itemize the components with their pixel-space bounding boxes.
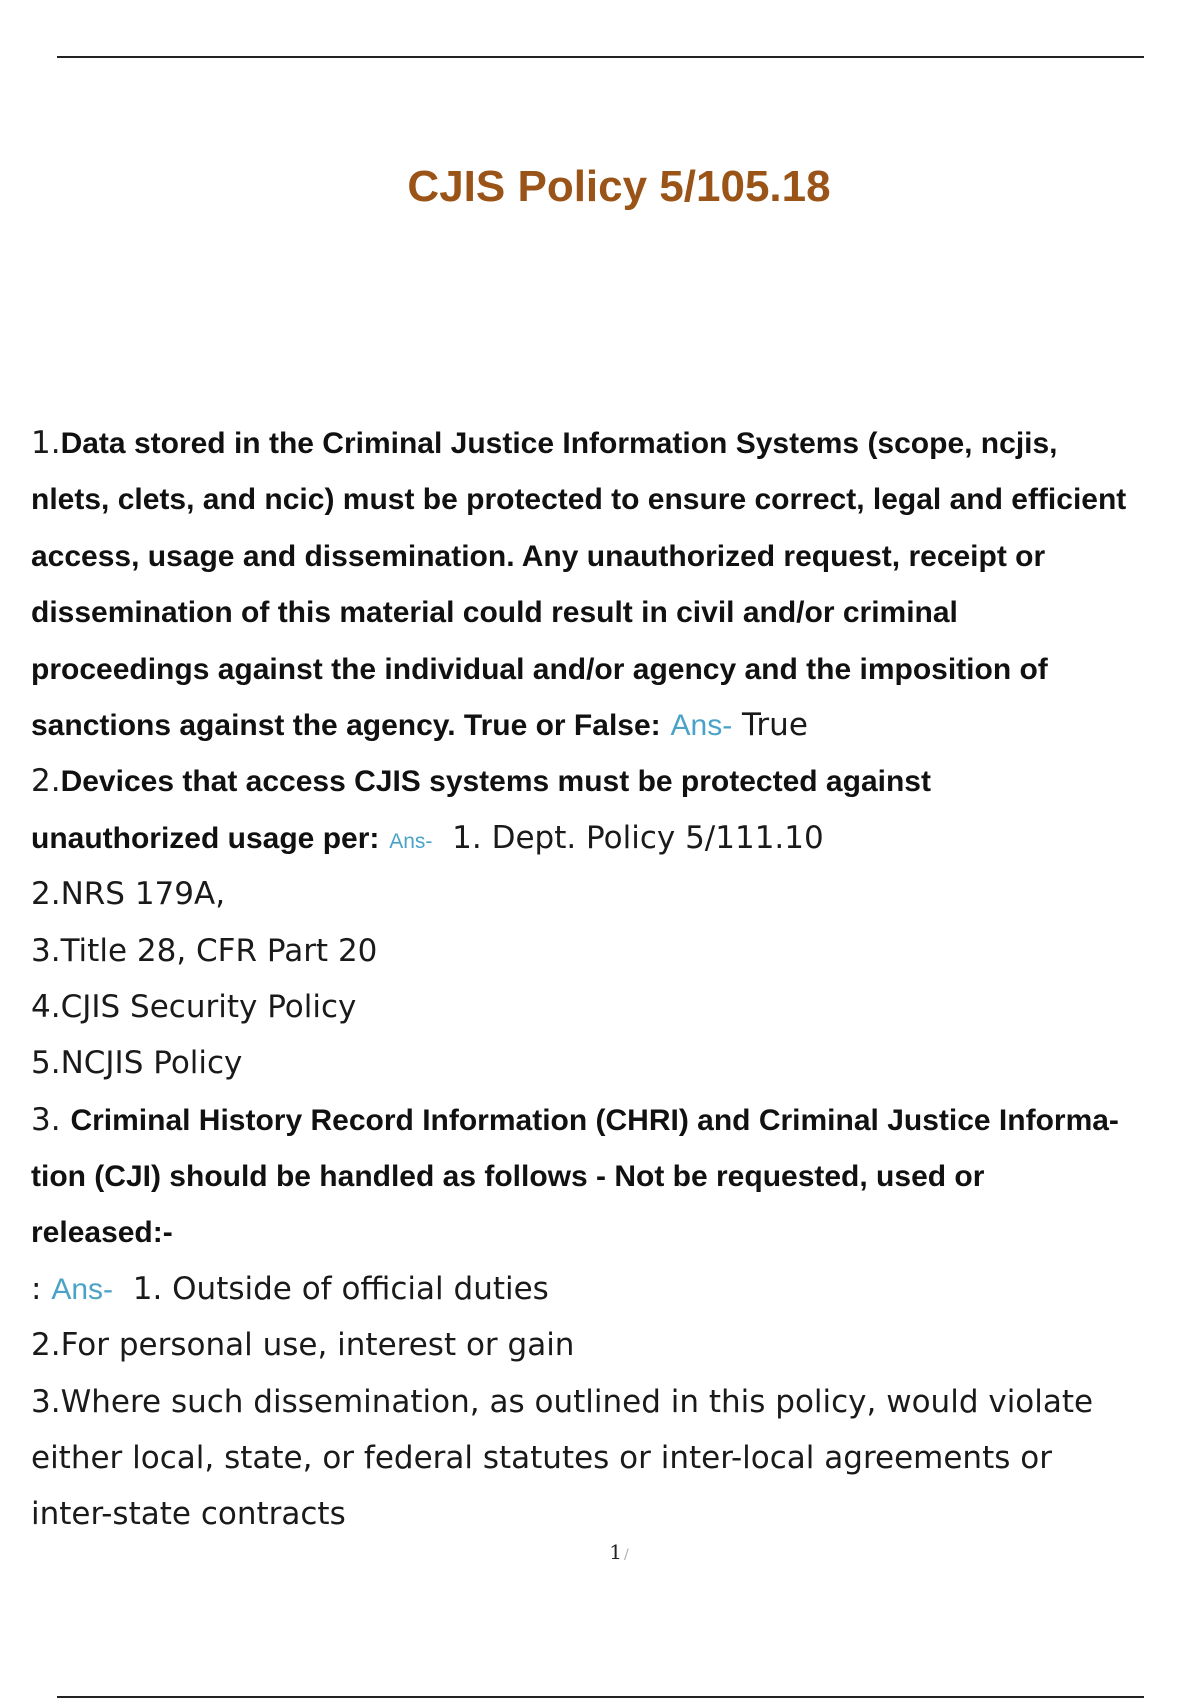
answer-label: Ans- [670, 708, 733, 742]
question-3-text: released:- [31, 1216, 173, 1250]
question-2-answer: 2.NRS 179A, [31, 876, 226, 913]
question-3-answer: either local, state, or federal statutes or inter-local agreements or [31, 1440, 1052, 1477]
question-2-answer: 4.CJIS Security Policy [31, 988, 357, 1025]
question-3-line-2 [31, 1148, 1200, 1204]
question-3-answer-line-1 [31, 1261, 1200, 1317]
question-1-line-2 [31, 471, 1200, 527]
question-2-answer-line [31, 866, 1200, 922]
question-3-answer-line [31, 1486, 1200, 1542]
question-3-answer-line [31, 1430, 1200, 1486]
question-1-line-5 [31, 641, 1200, 697]
question-2-answer-line [31, 1035, 1200, 1091]
question-1-text: sanctions against the agency. True or False: [31, 708, 661, 742]
question-3-answer: inter-state contracts [31, 1496, 346, 1533]
question-1-text: access, usage and dissemination. Any unauthorized request, receipt or [31, 539, 1046, 573]
question-3-answer: 2.For personal use, interest or gain [31, 1327, 575, 1364]
question-3-answer-line [31, 1374, 1200, 1430]
question-3-line-1 [31, 1092, 1200, 1148]
question-2-text: Devices that access CJIS systems must be protected against [60, 765, 931, 799]
question-1-answer: True [742, 706, 808, 743]
question-2-answer-line [31, 923, 1200, 979]
question-2-answer: 3.Title 28, CFR Part 20 [31, 932, 378, 969]
top-rule [57, 56, 1144, 58]
page-number-value: 1 [609, 1540, 622, 1564]
document-title: CJIS Policy 5/105.18 [407, 162, 831, 211]
answer-label: Ans- [51, 1272, 113, 1306]
question-3-line-3 [31, 1204, 1200, 1260]
question-2-number: 2. [31, 763, 61, 800]
question-1-line-4 [31, 584, 1200, 640]
question-3-text: Criminal History Record Information (CHRI) and Criminal Justice Informa- [70, 1103, 1119, 1137]
question-3-number: 3. [31, 1101, 61, 1138]
question-2-line-1 [31, 753, 1200, 809]
question-1-number: 1. [31, 425, 61, 461]
question-3-answer: 1. Outside of official duties [132, 1270, 549, 1307]
question-2-answer: 5.NCJIS Policy [31, 1045, 243, 1082]
answer-label: Ans- [389, 829, 433, 853]
question-2-answer-line [31, 979, 1200, 1035]
question-1-text: dissemination of this material could result in civil and/or criminal [31, 596, 958, 630]
page-separator: / [624, 1547, 629, 1563]
question-1-text: proceedings against the individual and/or agency and the imposition of [31, 652, 1048, 686]
question-1-line-6 [31, 697, 1200, 753]
bottom-rule [57, 1696, 1144, 1698]
question-2-line-2 [31, 810, 1200, 866]
question-1-text: Data stored in the Criminal Justice Information Systems (scope, ncjis, [60, 427, 1058, 460]
question-1-line-3 [31, 528, 1200, 584]
question-3-answer-line [31, 1317, 1200, 1373]
document-body [31, 415, 1200, 1543]
question-2-answer: 1. Dept. Policy 5/111.10 [452, 819, 824, 856]
question-1-line-1 [31, 415, 1200, 471]
question-2-text: unauthorized usage per: [31, 821, 380, 855]
page-number [0, 1540, 1200, 1564]
question-3-answer: 3.Where such dissemination, as outlined in this policy, would violate [31, 1383, 1094, 1420]
answer-prefix: : [31, 1270, 42, 1307]
question-1-text: nlets, clets, and ncic) must be protected to ensure correct, legal and efficient [31, 483, 1127, 517]
question-3-text: tion (CJI) should be handled as follows - Not be requested, used or [31, 1160, 985, 1194]
